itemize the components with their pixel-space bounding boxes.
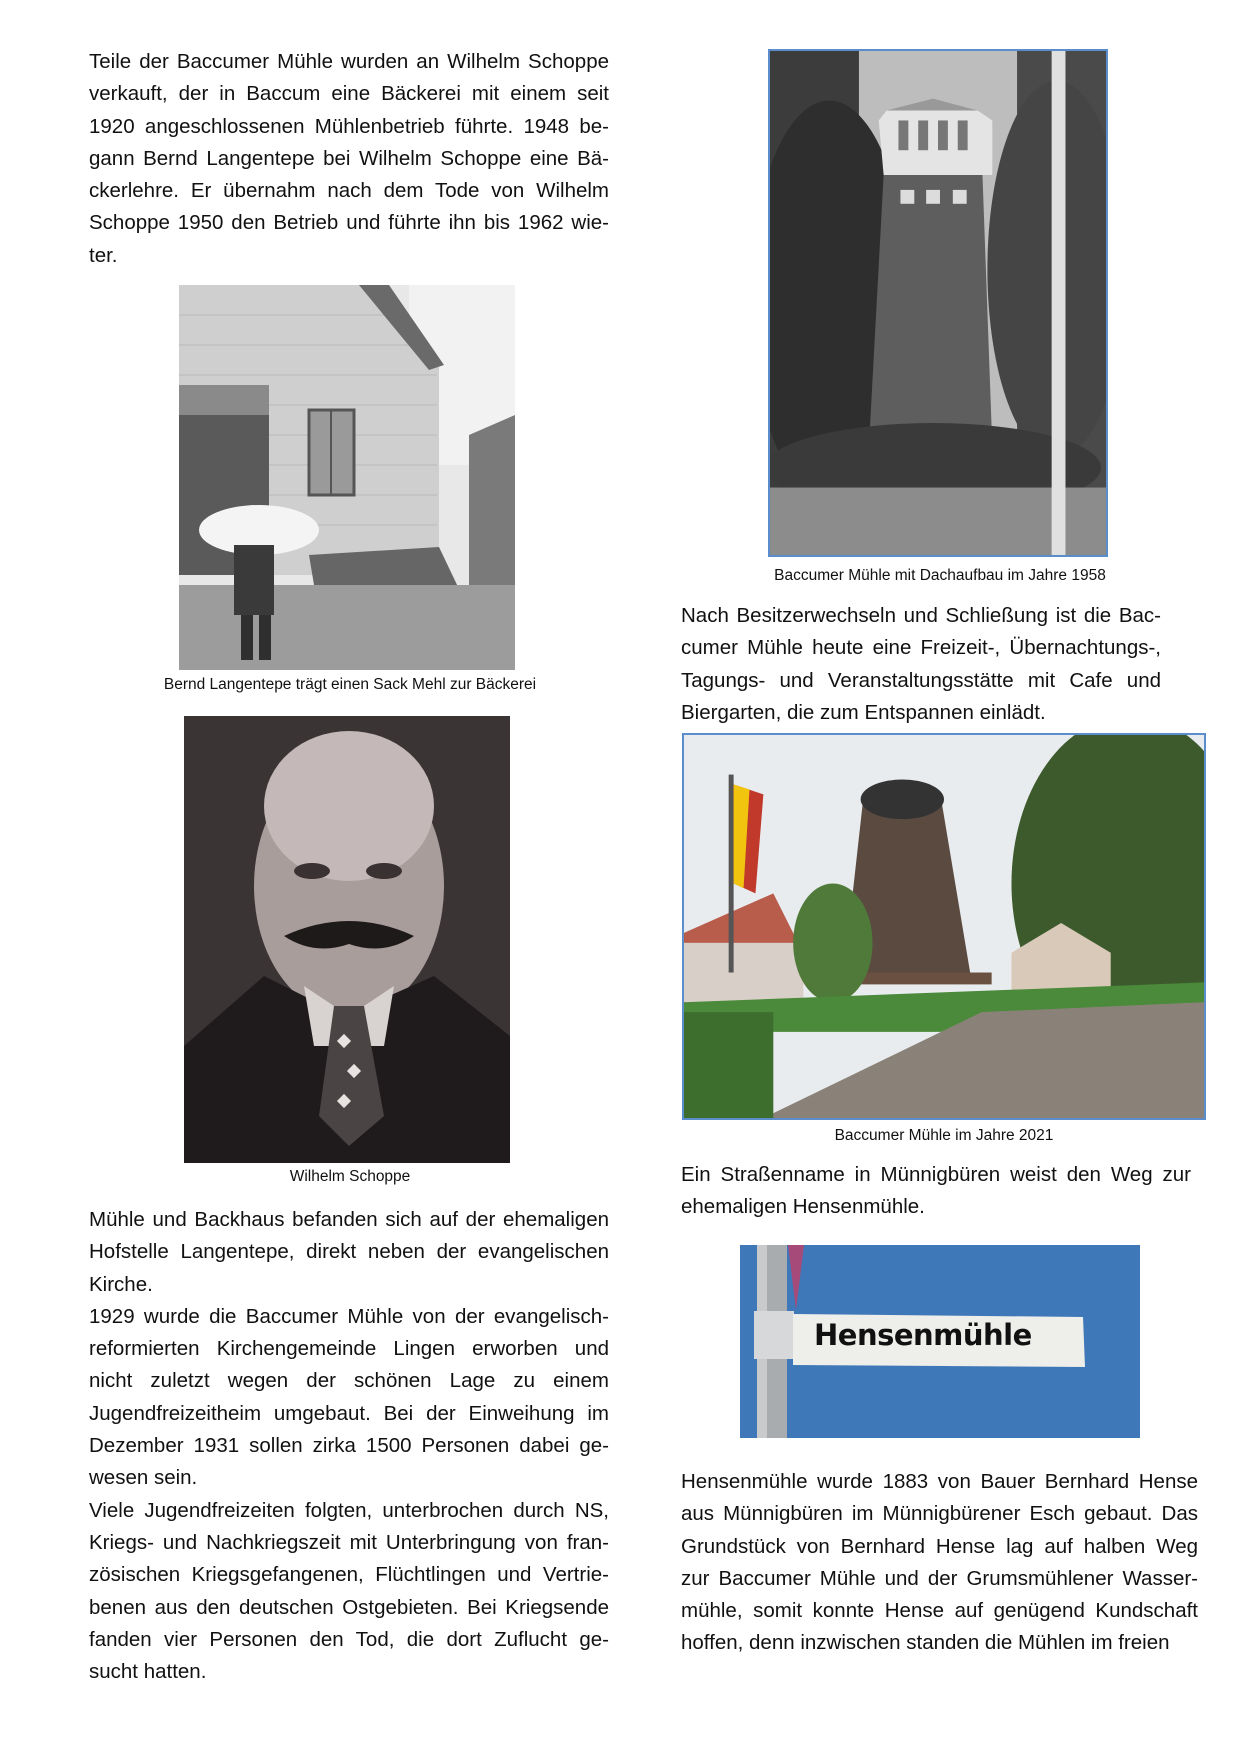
text-line: Tagungs- und Veranstaltungsstätte mit Cafe und xyxy=(681,668,1161,692)
photo-muehle-2021 xyxy=(682,733,1206,1120)
text-line: wesen sein. xyxy=(89,1466,198,1490)
text-line: ckerlehre. Er übernahm nach dem Tode von Wilhelm xyxy=(89,179,609,203)
text-line: gann Bernd Langentepe bei Wilhelm Schoppe eine Bä- xyxy=(89,146,609,170)
text-line: Teile der Baccumer Mühle wurden an Wilhelm Schoppe xyxy=(89,50,609,73)
text-line: fanden vier Personen den Tod, die dort Zuflucht ge- xyxy=(89,1627,609,1651)
paragraph-schoppe-bakery xyxy=(89,46,609,272)
text-line: Grundstück von Bernhard Hense lag auf halben Weg xyxy=(681,1534,1198,1558)
photo-street-sign-hensenmuehle xyxy=(740,1245,1140,1438)
text-line: Nach Besitzerwechseln und Schließung ist die Bac- xyxy=(681,604,1161,627)
text-line: mühle, somit konnte Hense auf genügend Kundschaft xyxy=(681,1599,1198,1623)
text-line: nicht zuletzt wegen der schönen Lage zu einem xyxy=(89,1369,609,1393)
caption-muehle-2021: Baccumer Mühle im Jahre 2021 xyxy=(834,1127,1054,1144)
text-line: zur Baccumer Mühle und der Grumsmühlener Wasser- xyxy=(681,1566,1198,1590)
text-line: hoffen, denn inzwischen standen die Mühlen im freien xyxy=(681,1631,1170,1655)
text-line: Biergarten, die zum Entspannen einlädt. xyxy=(681,700,1046,724)
text-line: reformierten Kirchengemeinde Lingen erworben und xyxy=(89,1337,609,1361)
text-line: Viele Jugendfreizeiten folgten, unterbrochen durch NS, xyxy=(89,1498,609,1522)
text-line: ehemaligen Hensenmühle. xyxy=(681,1195,925,1219)
text-line: zösischen Kriegsgefangenen, Flüchtlingen und Vertrie- xyxy=(89,1563,609,1587)
photo-langentepe-carrying-sack xyxy=(179,285,515,670)
text-line: Kirche. xyxy=(89,1272,153,1296)
text-line: 1920 angeschlossenen Mühlenbetrieb führte. 1948 be- xyxy=(89,114,609,138)
photo-muehle-1958 xyxy=(768,49,1108,557)
text-line: verkauft, der in Baccum eine Bäckerei mit einem seit xyxy=(89,82,609,106)
text-line: Hofstelle Langentepe, direkt neben der evangelischen xyxy=(89,1240,609,1264)
text-line: Jugendfreizeitheim umgebaut. Bei der Einweihung im xyxy=(89,1401,609,1425)
text-line: 1929 wurde die Baccumer Mühle von der evangelisch- xyxy=(89,1304,609,1328)
paragraph-street-name xyxy=(681,1159,1191,1224)
text-line: sucht hatten. xyxy=(89,1660,207,1684)
paragraph-muehle-history xyxy=(89,1204,609,1688)
photo-wilhelm-schoppe-portrait xyxy=(184,716,510,1163)
text-line: Schoppe 1950 den Betrieb und führte ihn bis 1962 wie- xyxy=(89,211,609,235)
text-line: benen aus den deutschen Ostgebieten. Bei Kriegsende xyxy=(89,1595,609,1619)
text-line: Dezember 1931 sollen zirka 1500 Personen dabei ge- xyxy=(89,1434,609,1458)
text-line: cumer Mühle heute eine Freizeit-, Übernachtungs-, xyxy=(681,636,1161,660)
caption-langentepe-photo: Bernd Langentepe trägt einen Sack Mehl zur Bäckerei xyxy=(163,676,537,693)
text-line: Kriegs- und Nachkriegszeit mit Unterbringung von fran- xyxy=(89,1530,609,1554)
street-sign-text: Hensenmühle xyxy=(814,1318,1032,1352)
caption-muehle-1958: Baccumer Mühle mit Dachaufbau im Jahre 1958 xyxy=(774,567,1106,584)
text-line: ter. xyxy=(89,243,118,267)
text-line: Mühle und Backhaus befanden sich auf der ehemaligen xyxy=(89,1208,609,1231)
paragraph-hensenmuehle-history xyxy=(681,1466,1198,1660)
text-line: aus Münnigbüren im Münnigbürener Esch gebaut. Das xyxy=(681,1502,1198,1526)
caption-schoppe-portrait: Wilhelm Schoppe xyxy=(289,1168,411,1185)
paragraph-muehle-today xyxy=(681,600,1161,729)
text-line: Ein Straßenname in Münnigbüren weist den Weg zur xyxy=(681,1163,1191,1186)
text-line: Hensenmühle wurde 1883 von Bauer Bernhard Hense xyxy=(681,1470,1198,1493)
